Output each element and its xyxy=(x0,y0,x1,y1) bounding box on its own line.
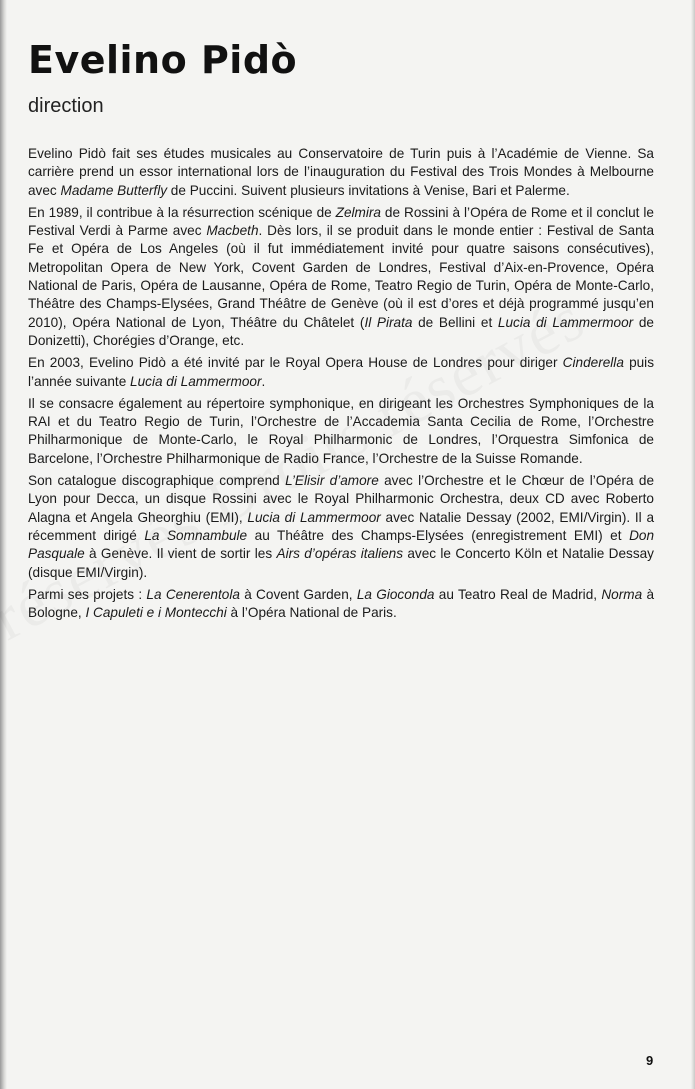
paragraph-text: avec Natalie Dessay (2002, EMI/Virgin). Il a récemment dirigé xyxy=(28,509,654,543)
work-title: Don Pasquale xyxy=(28,527,654,562)
biography-paragraph xyxy=(28,145,654,200)
work-title: La Gioconda xyxy=(356,586,435,602)
paragraph-text: Il se consacre également au répertoire symphonique, en dirigeant les Orchestres Symphoniques de la RAI et du Teatro Regio de Turin, l’Orchestre de l’Accademia Santa Cecilia de Rome, l’Orchestre Philharmonique de Monte-Carlo, le Royal Philharmonic de Londres, l’Orquestra Simfonica de Barcelone, l’Orchestre Philharmonique de Radio France, l’Orchestre de la Suisse Romande. xyxy=(28,395,654,466)
paragraph-text: à l’Opéra National de Paris. xyxy=(226,605,397,621)
work-title: L’Elisir d’amore xyxy=(285,473,379,489)
paragraph-text: En 2003, Evelino Pidò a été invité par le Royal Opera House de Londres pour diriger xyxy=(28,355,563,371)
paragraph-text: au Théâtre des Champs-Elysées (enregistrement EMI) et xyxy=(247,527,630,543)
paragraph-text: de Rossini à l’Opéra de Rome et il conclut le Festival Verdi à Parme avec xyxy=(28,204,654,239)
work-title: Macbeth xyxy=(206,223,259,239)
paragraph-text: Evelino Pidò fait ses études musicales au Conservatoire de Turin puis à l’Académie de Vienne. Sa carrière prend un essor international lors de l’inauguration du Festival des Trois Mondes à Melbourne avec xyxy=(28,146,654,198)
page-binding-shadow xyxy=(0,0,7,1089)
paragraph-text: Parmi ses projets : xyxy=(28,586,147,602)
biography-paragraph xyxy=(28,586,654,623)
work-title: Lucia di Lammermoor xyxy=(130,373,262,389)
paragraph-text: . Dès lors, il se produit dans le monde entier : Festival de Santa Fe et Opéra de Los Angeles (où il fut immédiatement invité pour quatre saisons consécutives), Metropolitan Opera de New York, Covent Garden de Londres, Festival d’Aix-en-Provence, Opéra National de Paris, Opéra de Lausanne, Opéra de Rome, Teatro Regio de Turin, Opéra de Monte-Carlo, Théâtre des Champs-Elysées, Grand Théâtre de Genève (où il est d’ores et déjà programmé jusqu’en 2010), Opéra National de Lyon, Théâtre du Châtelet ( xyxy=(28,223,655,330)
work-title: Zelmira xyxy=(335,204,381,220)
work-title: La Somnambule xyxy=(144,527,248,543)
paragraph-text: . xyxy=(261,373,266,389)
paragraph-text: de Bellini et xyxy=(412,314,498,330)
biography-paragraph xyxy=(28,354,654,391)
page-number: 9 xyxy=(646,1053,654,1068)
paragraph-text: à Genève. Il vient de sortir les xyxy=(84,546,277,562)
biography-paragraph xyxy=(28,204,654,350)
work-title: Cinderella xyxy=(562,355,624,371)
work-title: I Capuleti e i Montecchi xyxy=(85,605,227,621)
paragraph-text: Son catalogue discographique comprend xyxy=(28,473,286,489)
work-title: La Cenerentola xyxy=(146,586,240,602)
biography-body xyxy=(28,145,654,626)
biography-paragraph xyxy=(28,472,654,582)
work-title: Norma xyxy=(601,586,643,602)
paragraph-text: à Bologne, xyxy=(28,586,654,621)
paragraph-text: En 1989, il contribue à la résurrection scénique de xyxy=(28,204,336,220)
work-title: Madame Butterfly xyxy=(60,182,168,198)
page-subtitle: direction xyxy=(28,95,104,117)
page-right-edge xyxy=(691,0,695,1089)
paragraph-text: de Puccini. Suivent plusieurs invitations à Venise, Bari et Palerme. xyxy=(167,182,570,198)
work-title: Lucia di Lammermoor xyxy=(247,509,381,525)
biography-paragraph xyxy=(28,395,654,468)
paragraph-text: avec l’Orchestre et le Chœur de l’Opéra de Lyon pour Decca, un disque Rossini avec le Royal Philharmonic Orchestra, deux CD avec Roberto Alagna et Angela Gheorghiu (EMI), xyxy=(28,473,655,525)
paragraph-text: au Teatro Real de Madrid, xyxy=(434,586,602,602)
work-title: Il Pirata xyxy=(364,314,413,330)
work-title: Lucia di Lammermoor xyxy=(497,314,634,330)
work-title: Airs d’opéras italiens xyxy=(276,546,404,562)
paragraph-text: avec le Concerto Köln et Natalie Dessay (disque EMI/Virgin). xyxy=(28,546,654,580)
paragraph-text: puis l’année suivante xyxy=(28,355,655,389)
page-title: Evelino Pidò xyxy=(28,38,298,82)
paragraph-text: de Donizetti), Chorégies d’Orange, etc. xyxy=(28,314,654,348)
paragraph-text: à Covent Garden, xyxy=(239,586,357,602)
